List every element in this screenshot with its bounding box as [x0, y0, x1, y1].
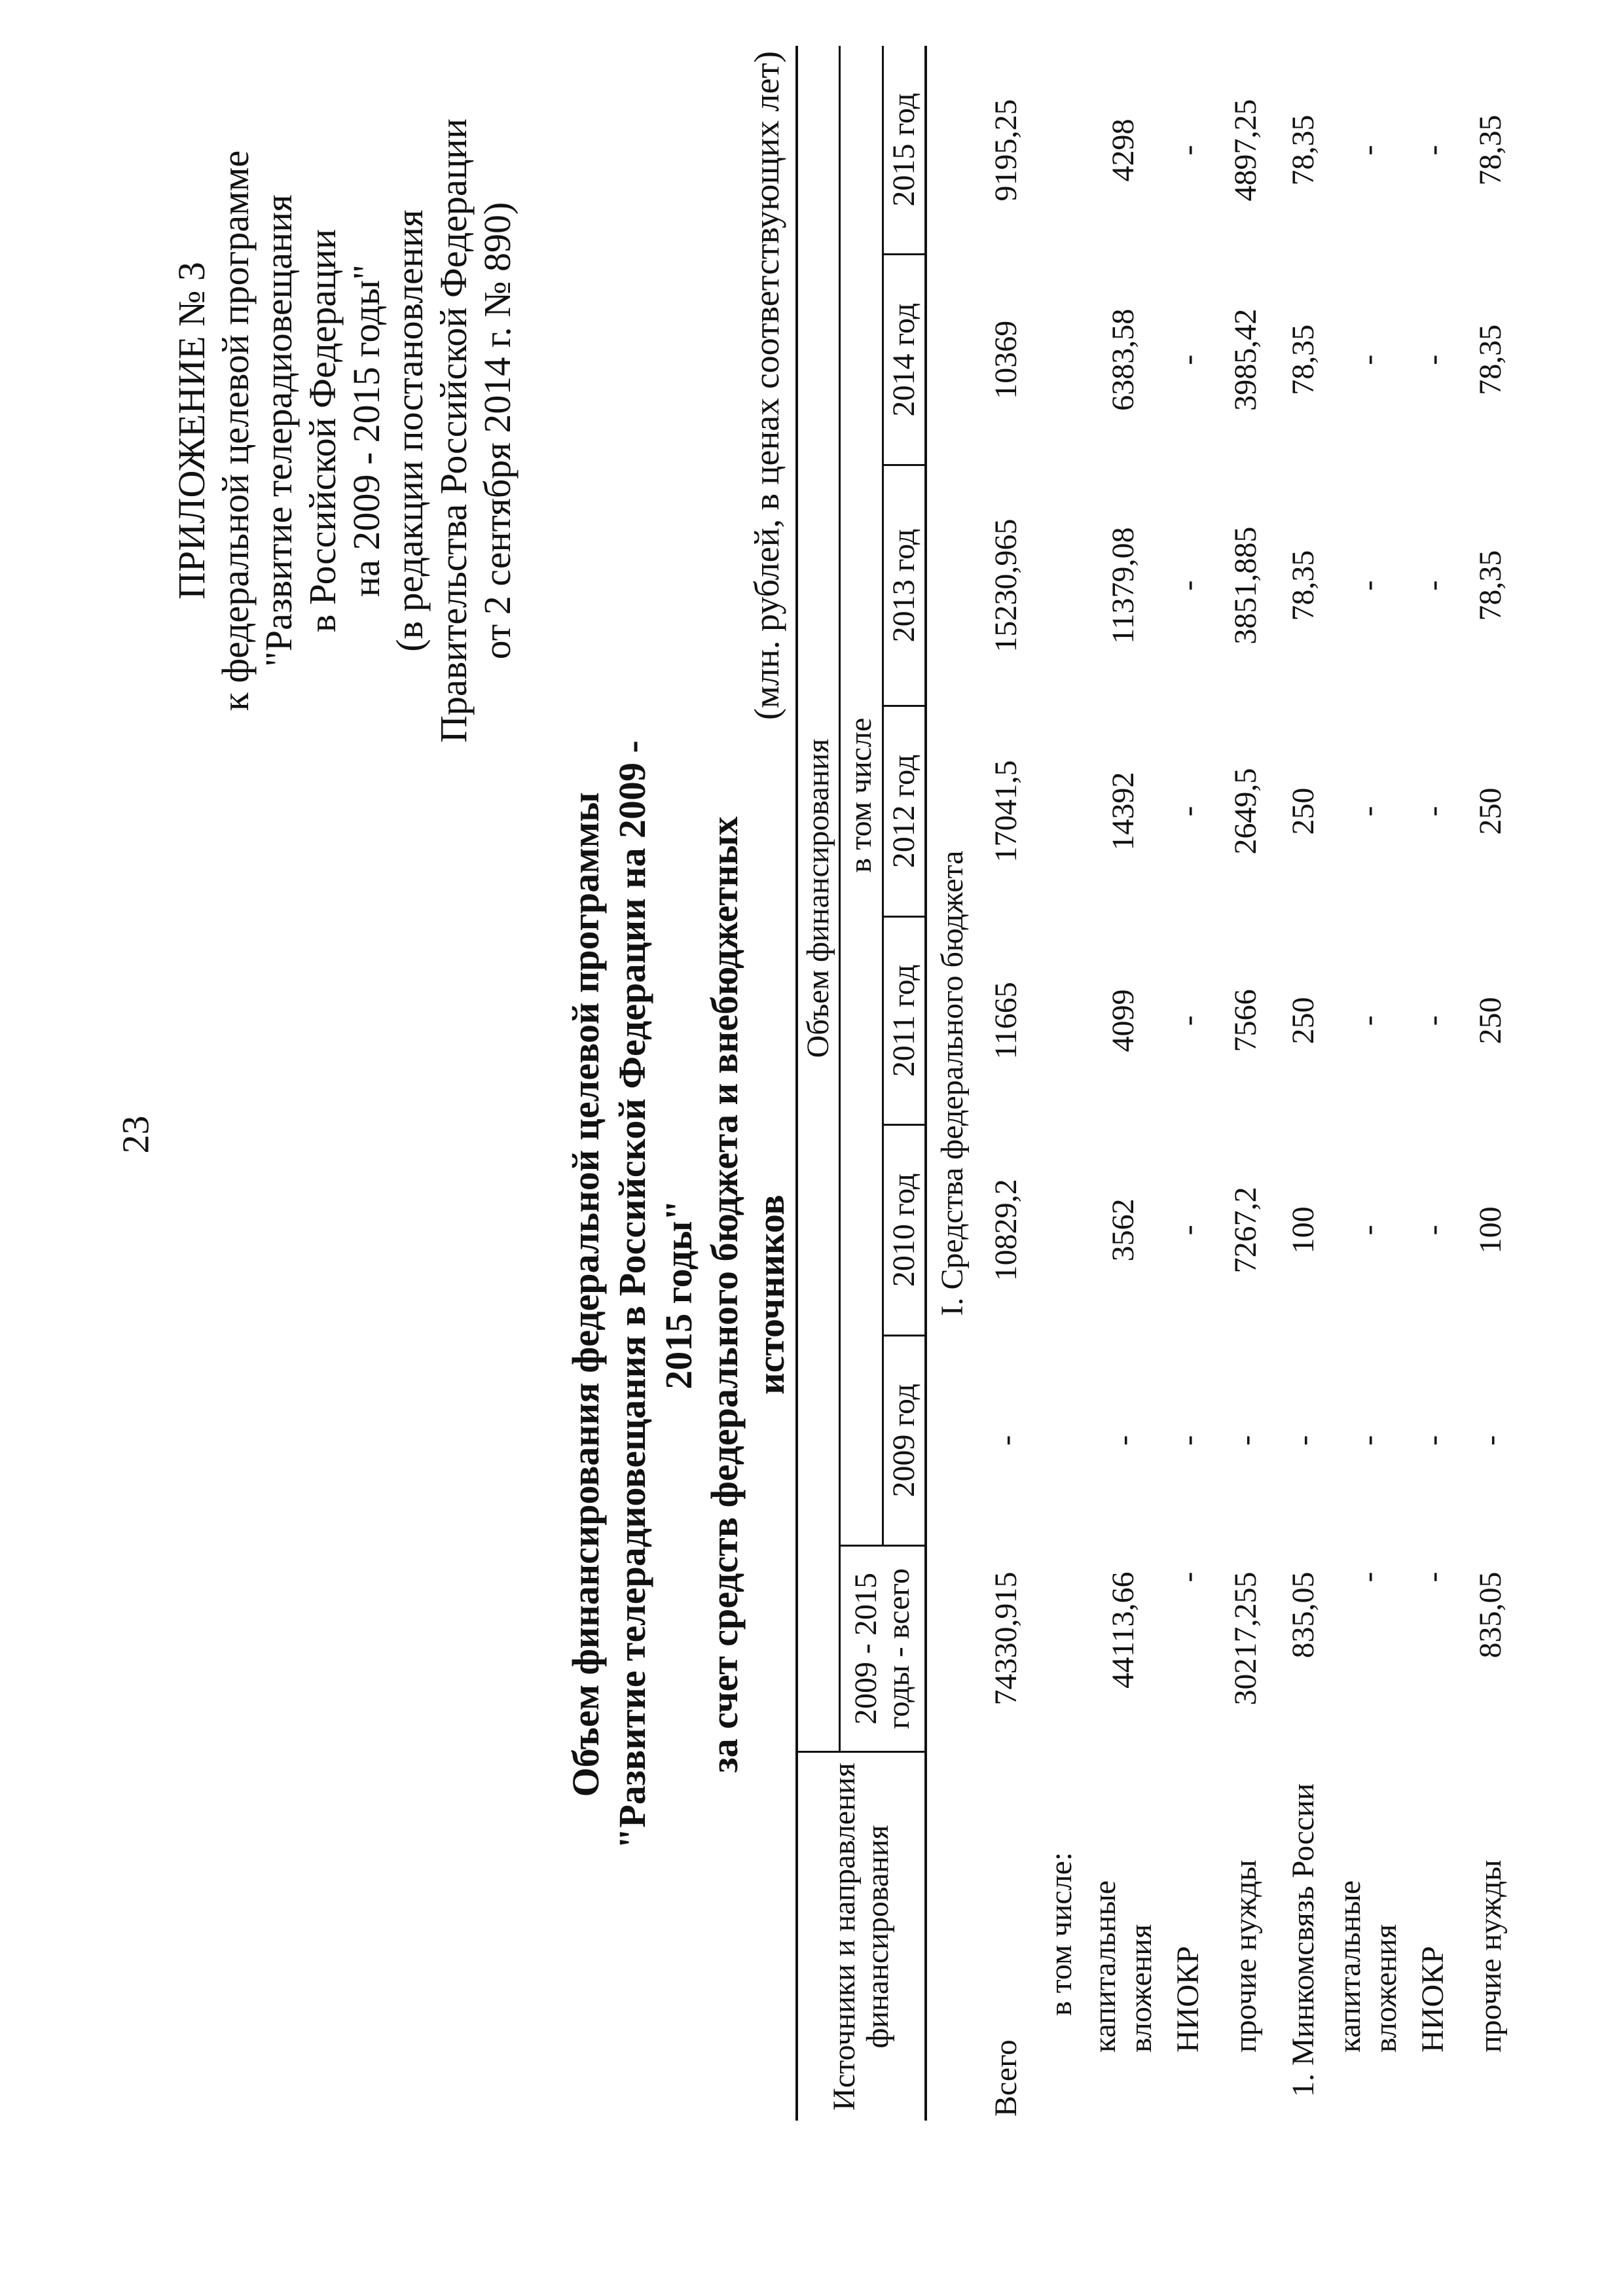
- cell-2013: -: [1170, 580, 1205, 591]
- cell-2010: 3562: [1105, 1198, 1140, 1262]
- cell-2012: 250: [1472, 787, 1508, 835]
- cell-2014: -: [1350, 354, 1385, 365]
- cell-2014: 10369: [988, 320, 1023, 399]
- header-year-2014: 2014 год: [883, 255, 926, 465]
- header-source: Источники и направления финансирования: [797, 1752, 926, 2121]
- cell-2015: 4897,25: [1228, 99, 1263, 202]
- row-label: капитальные вложения: [1087, 1880, 1159, 2053]
- cell-2015: -: [1415, 145, 1450, 156]
- header-volume: Объем финансирования: [801, 738, 835, 1058]
- row-label: капитальные вложения: [1332, 1880, 1404, 2053]
- cell-2012: -: [1170, 806, 1205, 817]
- cell-2014: 3985,42: [1228, 308, 1263, 411]
- cell-2011: -: [1415, 1015, 1450, 1026]
- cell-2011: 250: [1472, 997, 1508, 1045]
- cell-2015: 78,35: [1472, 115, 1508, 186]
- row-label: НИОКР: [1415, 1946, 1450, 2053]
- cell-2014: -: [1170, 354, 1205, 365]
- header-year-2012: 2012 год: [883, 706, 926, 916]
- cell-2011: 7566: [1228, 989, 1263, 1052]
- cell-2014: 78,35: [1285, 324, 1321, 395]
- cell-2012: 250: [1285, 787, 1321, 835]
- cell-2011: 4099: [1105, 989, 1140, 1052]
- cell-2014: 6383,58: [1105, 308, 1140, 411]
- cell-2010: -: [1415, 1225, 1450, 1236]
- row-label: прочие нужды: [1472, 1859, 1508, 2053]
- cell-2014: 78,35: [1472, 324, 1508, 395]
- cell-2012: -: [1415, 806, 1450, 817]
- cell-2010: 7267,2: [1228, 1187, 1263, 1274]
- cell-2009: -: [1415, 1435, 1450, 1446]
- cell-2010: 100: [1472, 1206, 1508, 1254]
- page-number: 23: [114, 1115, 157, 1154]
- cell-2009: -: [1285, 1435, 1321, 1446]
- cell-2009: -: [988, 1435, 1023, 1446]
- cell-2015: -: [1170, 145, 1205, 156]
- header-year-2013: 2013 год: [883, 465, 926, 706]
- cell-total: 835,05: [1285, 1571, 1321, 1659]
- cell-2013: 15230,965: [988, 518, 1023, 653]
- cell-2013: 78,35: [1285, 550, 1321, 621]
- header-year-2015: 2015 год: [883, 46, 926, 255]
- cell-total: 30217,255: [1228, 1571, 1263, 1706]
- row-label: в том числе:: [1043, 1852, 1078, 2016]
- financing-table: [795, 46, 1519, 2121]
- title-line: за счет средств федерального бюджета и внебюджетных источников: [703, 816, 792, 1773]
- appendix-line: ПРИЛОЖЕНИЕ № 3: [170, 262, 213, 600]
- cell-2011: 250: [1285, 997, 1321, 1045]
- appendix-line: на 2009 - 2015 годы": [344, 264, 388, 597]
- cell-2009: -: [1170, 1435, 1205, 1446]
- appendix-block: [170, 71, 520, 791]
- cell-total: 74330,915: [988, 1571, 1023, 1706]
- cell-2015: 78,35: [1285, 115, 1321, 186]
- appendix-line: к федеральной целевой программе: [213, 150, 257, 711]
- units-note: (млн. рублей, в ценах соответствующих лет): [747, 51, 786, 721]
- cell-total: -: [1350, 1571, 1385, 1583]
- cell-2010: 100: [1285, 1206, 1321, 1254]
- cell-2011: 11665: [988, 982, 1023, 1060]
- cell-2013: -: [1415, 580, 1450, 591]
- cell-2012: -: [1350, 806, 1385, 817]
- cell-2010: 10829,2: [988, 1179, 1023, 1282]
- appendix-line: "Развитие телерадиовещания: [257, 194, 301, 667]
- title-line: "Развитие телерадиовещания в Российской Федерации на 2009 - 2015 годы": [610, 740, 700, 1849]
- cell-2009: -: [1350, 1435, 1385, 1446]
- header-year-2010: 2010 год: [883, 1125, 926, 1335]
- cell-2013: 78,35: [1472, 550, 1508, 621]
- cell-2012: 17041,5: [988, 760, 1023, 863]
- section-title: I. Средства федерального бюджета: [934, 850, 970, 1316]
- row-label: НИОКР: [1170, 1946, 1205, 2053]
- cell-2010: -: [1350, 1225, 1385, 1236]
- cell-2010: -: [1170, 1225, 1205, 1236]
- row-label: 1. Минкомсвязь России: [1285, 1783, 1321, 2097]
- cell-2009: -: [1105, 1435, 1140, 1446]
- cell-2014: -: [1415, 354, 1450, 365]
- cell-2012: 14392: [1105, 772, 1140, 851]
- cell-2009: -: [1472, 1435, 1508, 1446]
- cell-2011: -: [1170, 1015, 1205, 1026]
- header-including: в том числе: [840, 46, 883, 1546]
- appendix-line: (в редакции постановления: [388, 209, 431, 652]
- cell-total: -: [1415, 1571, 1450, 1583]
- appendix-line: от 2 сентября 2014 г. № 890): [475, 202, 519, 660]
- header-year-2009: 2009 год: [883, 1335, 926, 1545]
- cell-2013: -: [1350, 580, 1385, 591]
- cell-2011: -: [1350, 1015, 1385, 1026]
- appendix-line: в Российской Федерации: [301, 228, 344, 633]
- cell-total: 44113,66: [1105, 1571, 1140, 1689]
- cell-2015: -: [1350, 145, 1385, 156]
- title-line: Объем финансирования федеральной целевой программы: [564, 792, 607, 1797]
- cell-total: -: [1170, 1571, 1205, 1583]
- appendix-line: Правительства Российской Федерации: [432, 118, 475, 743]
- header-total: 2009 - 2015 годы - всего: [840, 1546, 926, 1752]
- cell-2012: 2649,5: [1228, 768, 1263, 855]
- cell-2013: 11379,08: [1105, 527, 1140, 644]
- cell-total: 835,05: [1472, 1571, 1508, 1659]
- row-label: прочие нужды: [1228, 1859, 1263, 2053]
- header-year-2011: 2011 год: [883, 916, 926, 1124]
- cell-2015: 9195,25: [988, 99, 1023, 202]
- cell-2009: -: [1228, 1435, 1263, 1446]
- cell-2013: 3851,885: [1228, 526, 1263, 645]
- row-label: Всего: [988, 2039, 1023, 2117]
- cell-2015: 4298: [1105, 118, 1140, 182]
